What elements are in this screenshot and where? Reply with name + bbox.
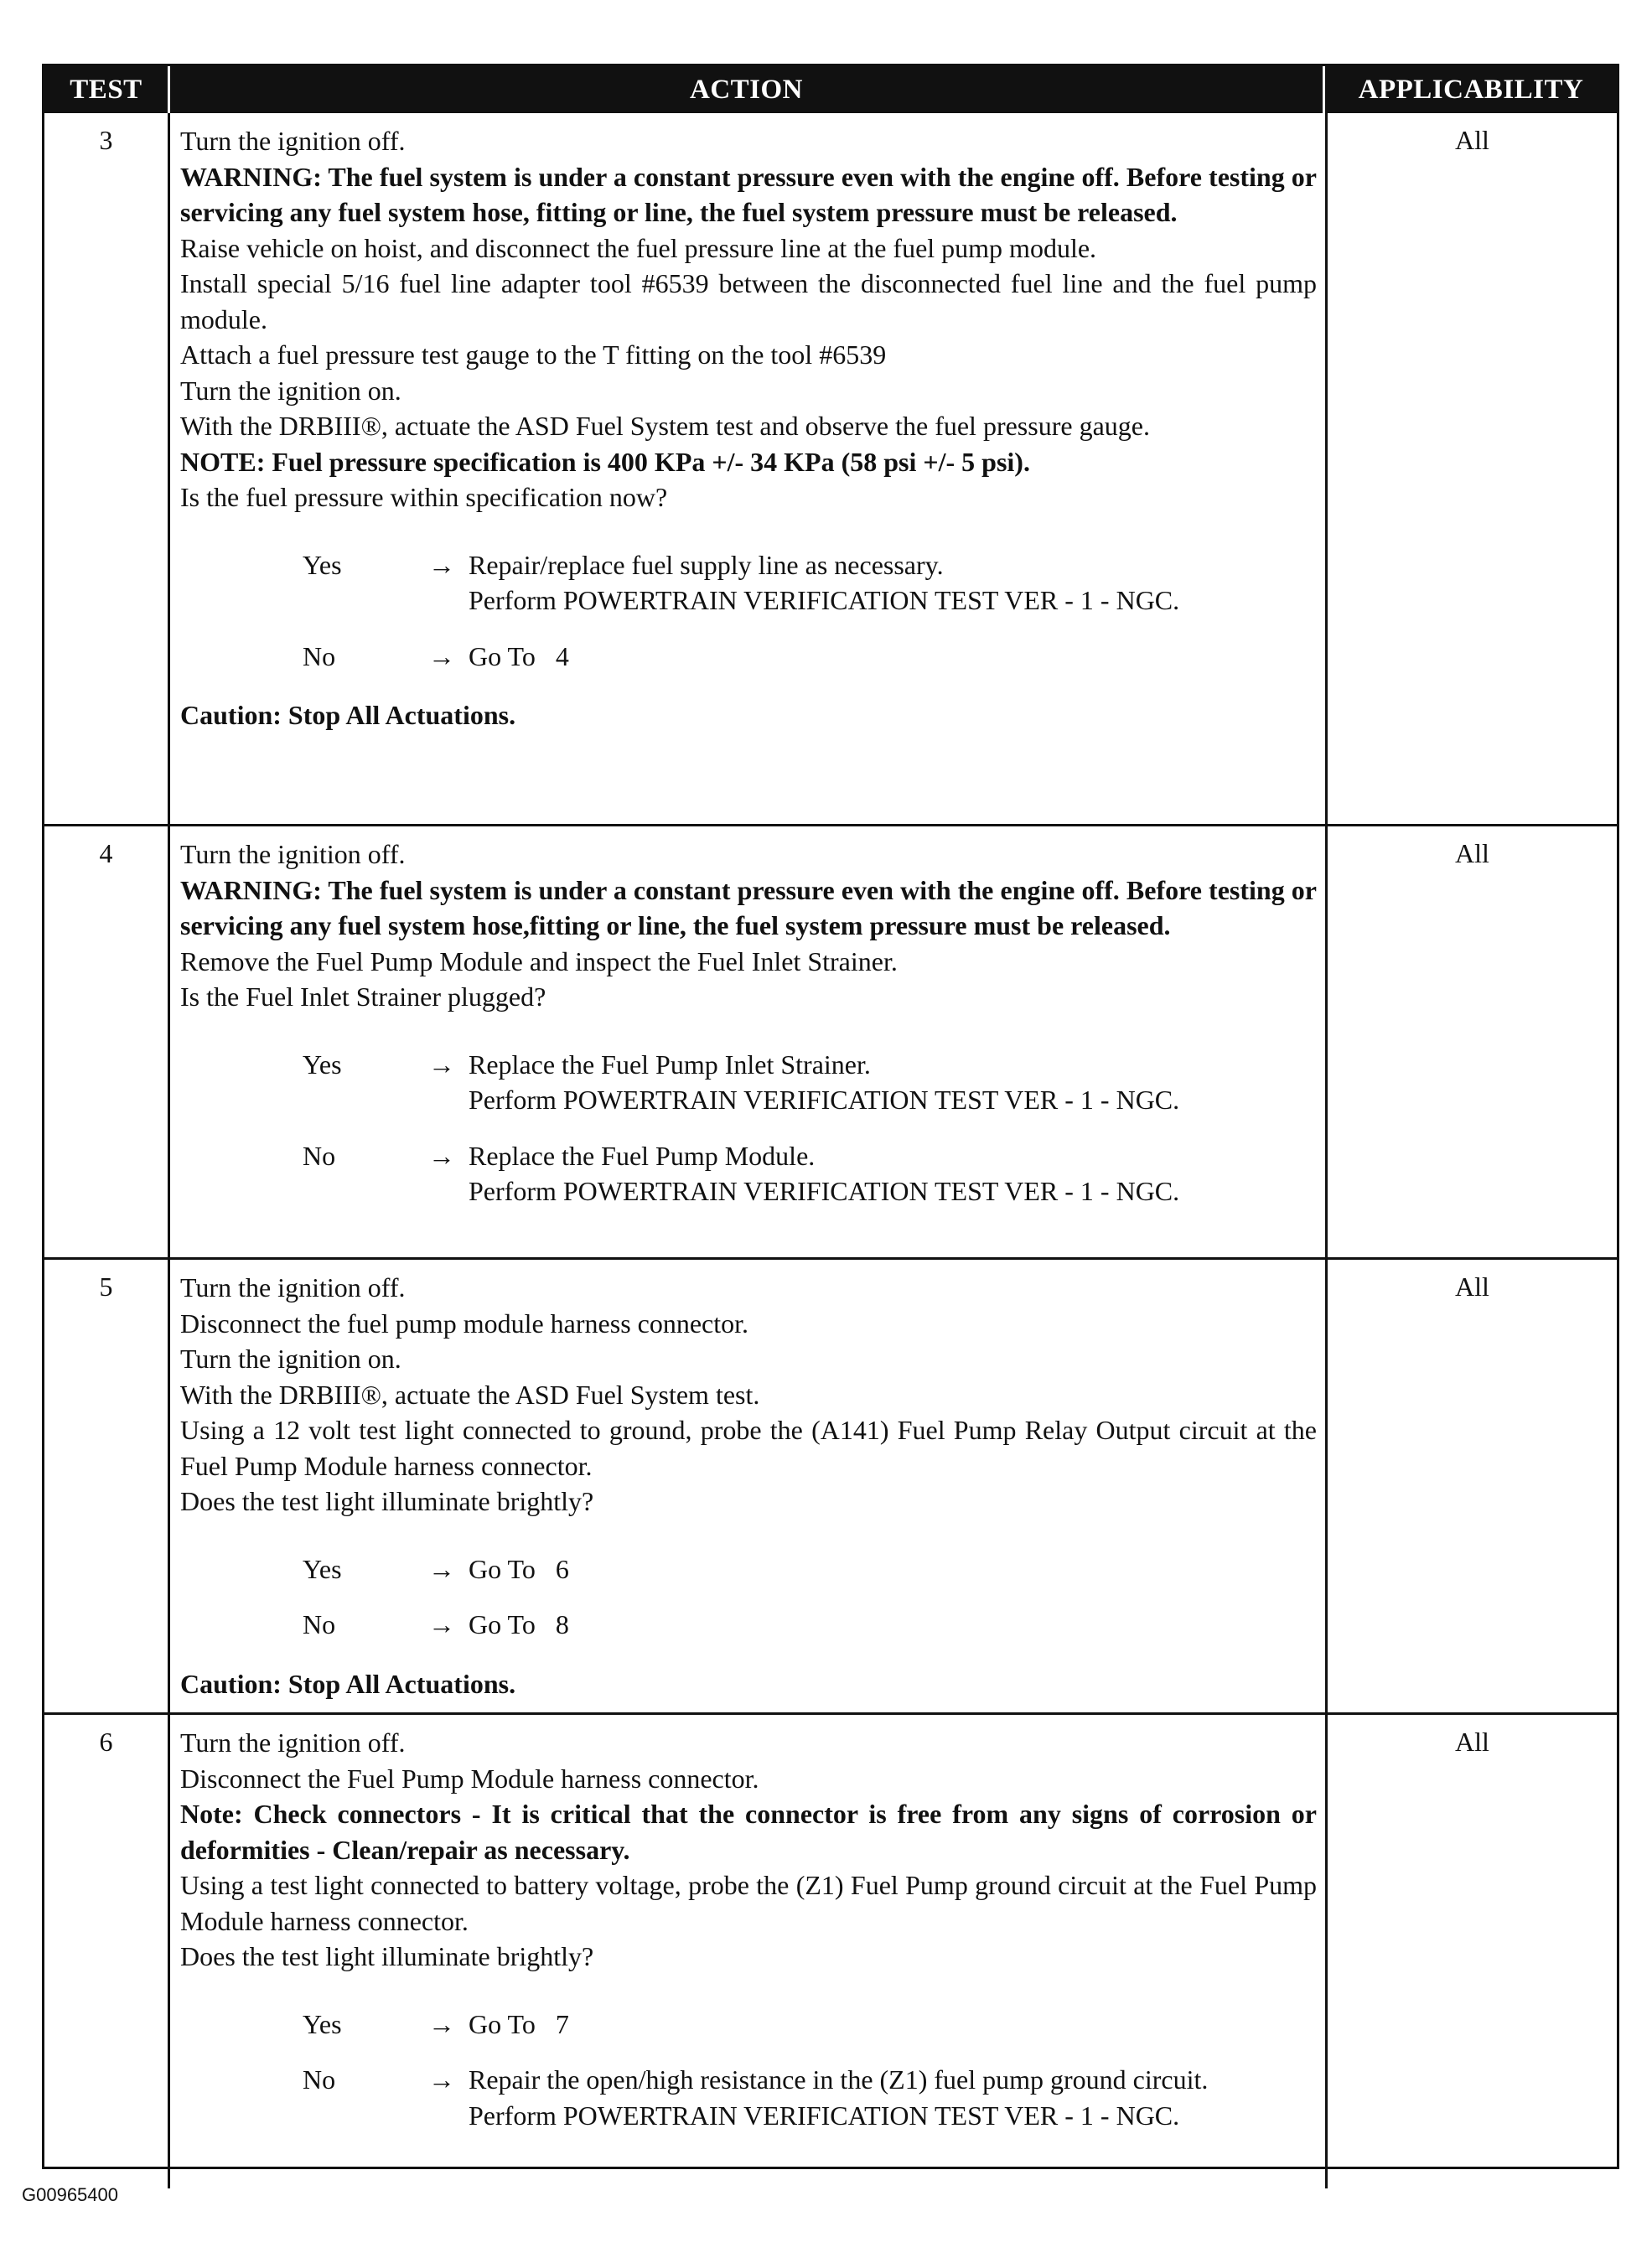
- instruction-text: Turn the ignition on.: [180, 375, 401, 406]
- response-result: [469, 639, 1317, 675]
- result-line: Perform POWERTRAIN VERIFICATION TEST VER - 1 - NGC.: [469, 585, 1180, 615]
- result-line: Repair/replace fuel supply line as necessary.: [469, 549, 944, 580]
- response-result: [469, 1551, 1317, 1587]
- result-line: Replace the Fuel Pump Inlet Strainer.: [469, 1049, 871, 1080]
- test-number: 3: [44, 113, 170, 824]
- instruction-text: With the DRBIII®, actuate the ASD Fuel System test and observe the fuel pressure gauge.: [180, 411, 1150, 441]
- response-result: [469, 2062, 1317, 2133]
- instruction-text: Turn the ignition off.: [180, 1272, 406, 1302]
- response-result: [469, 2007, 1317, 2043]
- response-answer: Yes: [303, 549, 342, 580]
- arrow-right-icon: →: [428, 1609, 455, 1639]
- table-header: [44, 66, 1617, 113]
- arrow-right-icon: →: [428, 549, 455, 580]
- arrow-right-icon: →: [428, 1049, 455, 1080]
- response-result: [469, 547, 1317, 619]
- result-line: Perform POWERTRAIN VERIFICATION TEST VER - 1 - NGC.: [469, 1176, 1180, 1206]
- response-result: [469, 1138, 1317, 1209]
- instruction-text: With the DRBIII®, actuate the ASD Fuel System test.: [180, 1379, 760, 1410]
- instruction-text: Disconnect the Fuel Pump Module harness connector.: [180, 1763, 759, 1794]
- result-line: Go To 4: [469, 640, 569, 671]
- response-option: [303, 2062, 1317, 2133]
- caution-text: Caution: Stop All Actuations.: [180, 1668, 516, 1699]
- action-cell: [170, 1260, 1325, 1712]
- instruction-text: Turn the ignition off.: [180, 839, 406, 869]
- caution-text: Caution: Stop All Actuations.: [180, 700, 516, 730]
- response-answer: Yes: [303, 2008, 342, 2039]
- table-body: [44, 113, 1617, 2188]
- instruction-text: Using a 12 volt test light connected to ground, probe the (A141) Fuel Pump Relay Output circuit at the Fuel Pump Module harness connector.: [180, 1415, 1317, 1481]
- test-number: 6: [44, 1715, 170, 2188]
- figure-code: G00965400: [22, 2184, 118, 2205]
- arrow-right-icon: →: [428, 2064, 455, 2095]
- table-row: [44, 113, 1617, 824]
- result-line: Repair the open/high resistance in the (Z1) fuel pump ground circuit.: [469, 2064, 1209, 2095]
- response-option: [303, 1138, 1317, 1209]
- header-test: TEST: [44, 66, 170, 113]
- instruction-text: Raise vehicle on hoist, and disconnect the fuel pressure line at the fuel pump module.: [180, 232, 1097, 263]
- table-row: [44, 1257, 1617, 1712]
- arrow-right-icon: →: [428, 1140, 455, 1171]
- table-row: [44, 824, 1617, 1257]
- response-answer: No: [303, 1140, 336, 1171]
- result-line: Perform POWERTRAIN VERIFICATION TEST VER - 1 - NGC.: [469, 1085, 1180, 1115]
- warning-text: WARNING: The fuel system is under a constant pressure even with the engine off. Before testing or servicing any fuel system hose,fitting or line, the fuel system pressure must be released.: [180, 874, 1317, 940]
- test-number: 4: [44, 826, 170, 1257]
- applicability-cell: All: [1325, 1715, 1617, 2188]
- response-answer: Yes: [303, 1049, 342, 1080]
- header-action: ACTION: [170, 66, 1325, 113]
- warning-text: WARNING: The fuel system is under a constant pressure even with the engine off. Before testing or servicing any fuel system hose, fitting or line, the fuel system pressure must be released.: [180, 161, 1317, 227]
- warning-text: Note: Check connectors - It is critical that the connector is free from any signs of corrosion or deformities - Clean/repair as necessary.: [180, 1799, 1317, 1865]
- instruction-text: Turn the ignition off.: [180, 126, 406, 156]
- instruction-text: Turn the ignition on.: [180, 1344, 401, 1374]
- response-option: [303, 1551, 1317, 1587]
- applicability-cell: All: [1325, 113, 1617, 824]
- arrow-right-icon: →: [428, 640, 455, 671]
- response-result: [469, 1047, 1317, 1118]
- table-row: [44, 1712, 1617, 2188]
- instruction-text: Install special 5/16 fuel line adapter tool #6539 between the disconnected fuel line and the fuel pump module.: [180, 268, 1317, 334]
- arrow-right-icon: →: [428, 1553, 455, 1584]
- response-answer: No: [303, 2064, 336, 2095]
- result-line: Go To 8: [469, 1609, 569, 1639]
- response-option: [303, 547, 1317, 619]
- result-line: Go To 7: [469, 2008, 569, 2039]
- instruction-text: Attach a fuel pressure test gauge to the T fitting on the tool #6539: [180, 339, 887, 370]
- applicability-cell: All: [1325, 1260, 1617, 1712]
- response-result: [469, 1607, 1317, 1643]
- response-option: [303, 639, 1317, 675]
- applicability-cell: All: [1325, 826, 1617, 1257]
- result-line: Replace the Fuel Pump Module.: [469, 1140, 816, 1171]
- warning-text: NOTE: Fuel pressure specification is 400 KPa +/- 34 KPa (58 psi +/- 5 psi).: [180, 446, 1030, 477]
- response-answer: Yes: [303, 1553, 342, 1584]
- instruction-text: Disconnect the fuel pump module harness connector.: [180, 1308, 749, 1339]
- header-applicability: APPLICABILITY: [1358, 74, 1584, 105]
- action-cell: [170, 113, 1325, 824]
- response-option: [303, 1047, 1317, 1118]
- response-option: [303, 1607, 1317, 1643]
- response-answer: No: [303, 1609, 336, 1639]
- instruction-text: Using a test light connected to battery voltage, probe the (Z1) Fuel Pump ground circuit at the Fuel Pump Module harness connector.: [180, 1870, 1317, 1936]
- test-number: 5: [44, 1260, 170, 1712]
- instruction-text: Is the Fuel Inlet Strainer plugged?: [180, 981, 546, 1012]
- response-answer: No: [303, 640, 336, 671]
- instruction-text: Is the fuel pressure within specification now?: [180, 482, 668, 512]
- response-option: [303, 2007, 1317, 2043]
- instruction-text: Does the test light illuminate brightly?: [180, 1941, 594, 1971]
- diagnostic-table: [42, 64, 1619, 2169]
- instruction-text: Remove the Fuel Pump Module and inspect the Fuel Inlet Strainer.: [180, 945, 898, 976]
- instruction-text: Turn the ignition off.: [180, 1727, 406, 1758]
- result-line: Perform POWERTRAIN VERIFICATION TEST VER - 1 - NGC.: [469, 2100, 1180, 2131]
- instruction-text: Does the test light illuminate brightly?: [180, 1486, 594, 1516]
- result-line: Go To 6: [469, 1553, 569, 1584]
- arrow-right-icon: →: [428, 2008, 455, 2039]
- action-cell: [170, 1715, 1325, 2188]
- action-cell: [170, 826, 1325, 1257]
